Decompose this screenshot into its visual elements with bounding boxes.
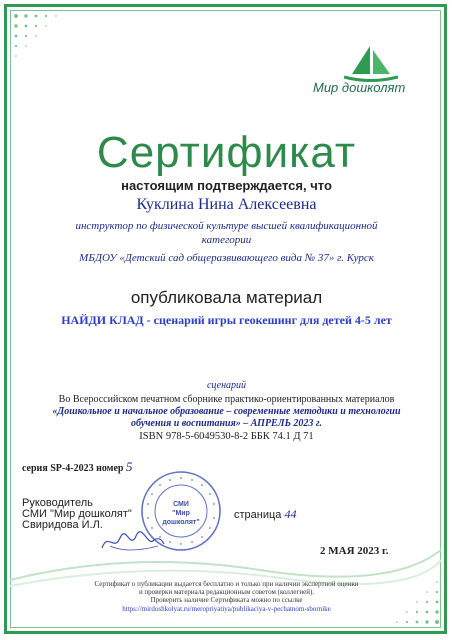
series-label: серия SP-4-2023 номер (22, 463, 124, 474)
issue-date: 2 МАЯ 2023 г. (320, 545, 389, 557)
collection-line: Во Всероссийском печатном сборнике практико-ориентированных материалов (58, 394, 395, 405)
stamp-line-2: "Мир (172, 510, 190, 517)
journal-line-2: обучения и воспитания» – АПРЕЛЬ 2023 г. (131, 418, 322, 429)
confirm-line: настоящим подтверждается, что (121, 178, 332, 193)
director-line-1: Руководитель (22, 497, 93, 509)
material-title: НАЙДИ КЛАД - сценарий игры геокешинг для детей 4-5 лет (61, 313, 392, 327)
stamp-line-1: СМИ (173, 501, 189, 508)
page-line (234, 507, 296, 522)
director-line-3: Свиридова И.Л. (22, 519, 103, 531)
corner-dots-top-left (10, 10, 80, 80)
verification-link[interactable]: https://mirdoshkolyat.ru/meropriyatiya/publikaciya-v-pechatnom-sbornike (122, 604, 331, 613)
page-label: страница (234, 509, 282, 521)
page-number: 44 (284, 507, 297, 521)
footnote-line-3: Проверить наличие Сертификата можно по ссылке (150, 596, 303, 605)
footnote-line-2: и проверки материала редакционным советом (коллегией). (138, 588, 315, 597)
isbn-line: ISBN 978-5-6049530-8-2 ББК 74.1 Д 71 (139, 431, 314, 442)
footnote (30, 580, 423, 613)
position-line-1: инструктор по физической культуре высшей квалификационной (75, 220, 378, 232)
series-number: 5 (125, 459, 133, 474)
director-line-2: СМИ "Мир дошколят" (22, 508, 132, 520)
journal-title (20, 406, 433, 430)
material-type: сценарий (206, 380, 247, 391)
journal-line-1: «Дошкольное и начальное образование – современные методики и технологии (52, 406, 401, 417)
stamp-line-3: дошколят" (162, 519, 200, 526)
sailboat-icon (300, 40, 440, 110)
published-statement: опубликовала материал (130, 288, 323, 307)
recipient-position (30, 219, 423, 247)
position-line-2: категории (201, 234, 252, 246)
recipient-name: Куклина Нина Алексеевна (136, 196, 317, 213)
director-signature (98, 526, 168, 556)
certificate-title: Сертификат (96, 128, 357, 177)
footnote-line-1: Сертификат о публикации выдается бесплатно и только при наличии экспертной оценки (94, 580, 359, 588)
series-line (22, 459, 132, 475)
organization: МБДОУ «Детский сад общеразвивающего вида № 37» г. Курск (79, 252, 374, 264)
logo-text: Мир дошколят (313, 80, 406, 95)
